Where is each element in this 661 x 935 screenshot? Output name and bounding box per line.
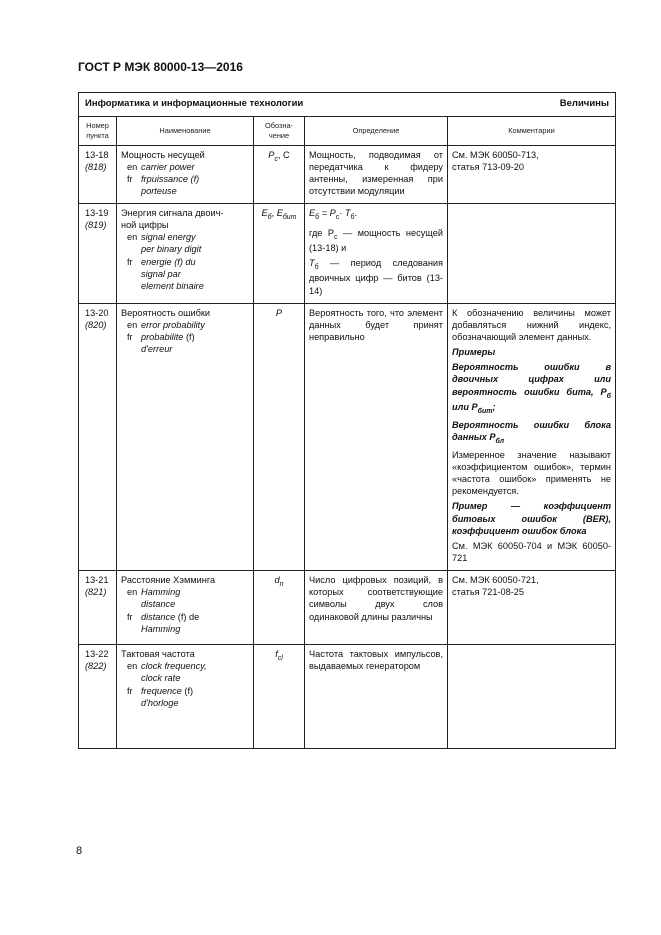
item-number: 13-20 (820) — [79, 303, 117, 570]
item-comments: К обозначению величины может добавляться нижний индекс, обозначающий элемент данных. Примеры Вероятность ошибки в двоичных цифрах или вероятность ошибки бита, $P_б$ или $P_{бит}$; Вероятность ошибки блока данных $P_{бл}$ Измеренное значение называют «коэффициентом ошибок», термин «частота ошибок» применять не рекомендуется. Пример — коэффициент битовых ошибок (BER), коэффициент ошибок блока См. МЭК 60050-704 и МЭК 60050-721 — [448, 303, 616, 570]
item-name: Тактовая частота en clock frequency, clock rate fr frequence (f) d'horloge — [117, 645, 254, 749]
definition-formula: $E_б = P_c\cdot T_б$. — [309, 208, 358, 221]
page-number: 8 — [76, 845, 83, 857]
item-symbol: $f_{cl}$ — [254, 645, 305, 749]
col-definition-header: Определение — [305, 116, 448, 145]
section-right-title: Величины — [559, 98, 610, 109]
item-comments: См. МЭК 60050-721, статья 721-08-25 — [448, 571, 616, 645]
item-name: Энергия сигнала двоич- ной цифры en signal energy per binary digit fr energie (f) du signal par element binaire — [117, 204, 254, 304]
item-number: 13-21 (821) — [79, 571, 117, 645]
item-definition: $E_б = P_c\cdot T_б$. где $P_c$ — мощность несущей (13-18) и $T_б$ — период следования двоичных цифр — битов (13-14) — [305, 204, 448, 304]
item-comments: См. МЭК 60050-713, статья 713-09-20 — [448, 145, 616, 204]
item-name: Расстояние Хэмминга en Hamming distance fr distance (f) de Hamming — [117, 571, 254, 645]
item-comments — [448, 204, 616, 304]
column-header-row — [79, 116, 616, 145]
table-row — [79, 645, 616, 749]
document-title: ГОСТ Р МЭК 80000-13—2016 — [78, 60, 243, 74]
col-name-header: Наименование — [117, 116, 254, 145]
item-number: 13-18 (818) — [79, 145, 117, 204]
item-number: 13-22 (822) — [79, 645, 117, 749]
item-name: Мощность несущей en carrier power fr frpuissance (f) porteuse — [117, 145, 254, 204]
item-comments — [448, 645, 616, 749]
table-row — [79, 303, 616, 570]
col-comments-header: Комментарии — [448, 116, 616, 145]
item-definition: Число цифровых позиций, в которых соответствующие символы двух слов одинаковой длины различны — [305, 571, 448, 645]
quantities-table — [78, 92, 616, 749]
item-symbol: $E_б$, $E_{бит}$ — [254, 204, 305, 304]
col-number-header: Номер пункта — [79, 116, 117, 145]
item-number: 13-19 (819) — [79, 204, 117, 304]
table-row — [79, 145, 616, 204]
section-title: Информатика и информационные технологии — [85, 98, 304, 109]
item-name: Вероятность ошибки en error probability fr probabilite (f) d'erreur — [117, 303, 254, 570]
table-section-header — [79, 93, 616, 117]
col-symbol-header: Обозна- чение — [254, 116, 305, 145]
item-symbol: P — [254, 303, 305, 570]
item-definition: Мощность, подводимая от передатчика к фидеру антенны, измеренная при отсутствии модуляции — [305, 145, 448, 204]
item-symbol: $d_n$ — [254, 571, 305, 645]
table-row — [79, 204, 616, 304]
item-symbol: $P_c$, C — [254, 145, 305, 204]
table-row — [79, 571, 616, 645]
item-definition: Частота тактовых импульсов, выдаваемых генератором — [305, 645, 448, 749]
item-definition: Вероятность того, что элемент данных будет принят неправильно — [305, 303, 448, 570]
